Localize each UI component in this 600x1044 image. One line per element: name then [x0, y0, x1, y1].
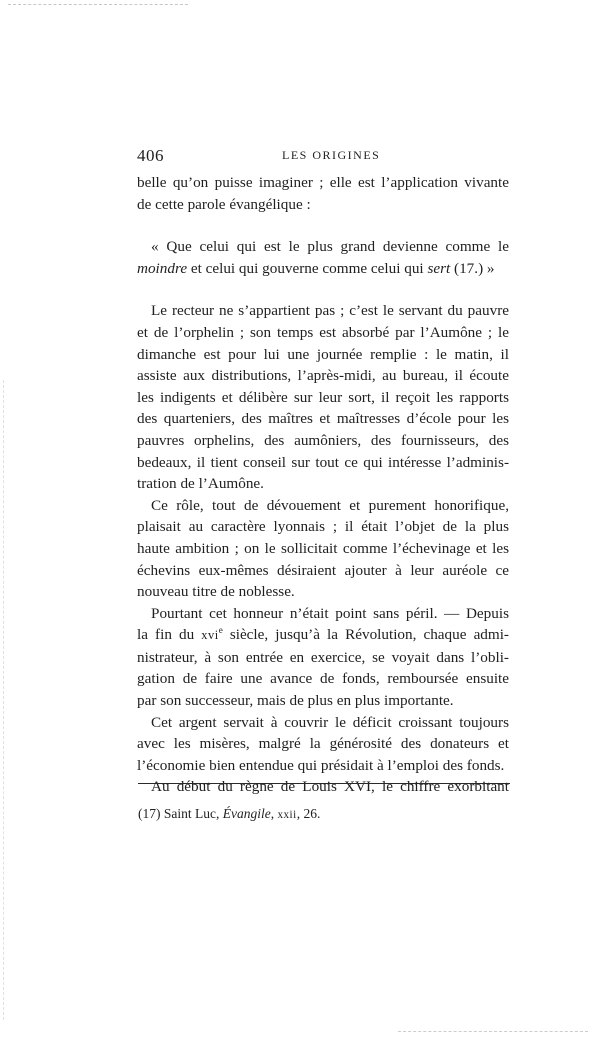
century-numeral: xvi: [201, 628, 219, 643]
text-line: assiste aux distributions, l’après-midi, au bureau, il écoute: [137, 367, 509, 385]
text-line: nistrateur, à son entrée en exercice, se voyait dans l’obli-: [137, 648, 509, 666]
text-line: échevins eux-mêmes désiraient ajouter à leur auréole ce: [137, 561, 509, 579]
text-line: dimanche est pour lui une journée remplie : le matin, il: [137, 345, 509, 363]
text-line: des quarteniers, des maîtres et maîtresses d’école pour les: [137, 410, 509, 428]
text-line: de cette parole évangélique :: [137, 195, 311, 213]
text-span: la fin du: [137, 626, 202, 644]
footnote-italic: Évangile: [222, 806, 271, 821]
footnote-divider: [138, 783, 510, 784]
footnote-text: (17) Saint Luc,: [138, 806, 223, 821]
text-line: gation de faire une avance de fonds, remboursée ensuite: [137, 670, 509, 688]
text-span: siècle, jusqu’à la Révolution, chaque admi-: [222, 626, 509, 644]
superscript: e: [218, 625, 223, 636]
text-line: Cet argent servait à couvrir le déficit croissant toujours: [151, 713, 509, 731]
paragraph-6: [137, 776, 509, 798]
paragraph-1: [137, 172, 509, 215]
paragraph-2: [137, 300, 509, 494]
text-line: belle qu’on puisse imaginer ; elle est l’application vivante: [137, 174, 509, 191]
footnote-text: ,: [270, 806, 278, 821]
footnote: [138, 805, 510, 824]
footnote-text: , 26.: [296, 806, 321, 821]
text-line: [137, 258, 509, 280]
text-line: les indigents et délibère sur leur sort, il reçoit les rapports: [137, 388, 509, 406]
text-line: par son successeur, mais de plus en plus importante.: [137, 692, 454, 710]
text-line: bedeaux, il tient conseil sur tout ce qui intéresse l’adminis-: [137, 453, 509, 471]
text-line: Pourtant cet honneur n’était point sans péril. — Depuis: [151, 604, 509, 622]
text-line: haute ambition ; on le sollicitait comme l’échevinage et les: [137, 539, 509, 557]
text-line: pauvres orphelins, des aumôniers, des fournisseurs, des: [137, 431, 509, 449]
footnote-reference: (17.) »: [450, 259, 495, 277]
italic-word: sert: [427, 259, 451, 277]
paragraph-5: [137, 712, 509, 777]
text-line: plaisait au caractère lyonnais ; il était l’objet de la plus: [137, 518, 509, 536]
text-line: l’économie bien entendue qui présidait à l’emploi des fonds.: [137, 756, 505, 774]
page-number: 406: [137, 146, 164, 165]
paragraph-3: [137, 495, 509, 603]
text-line: tration de l’Aumône.: [137, 475, 264, 493]
text-line: « Que celui qui est le plus grand devienne comme le: [151, 238, 509, 256]
chapter-numeral: xxii: [277, 809, 297, 821]
scan-artifact-top: [8, 4, 188, 5]
text-line: Ce rôle, tout de dévouement et purement honorifique,: [151, 496, 509, 514]
text-span: et celui qui gouverne comme celui qui: [187, 259, 428, 277]
italic-word: moindre: [137, 259, 188, 277]
text-line: avec les misères, malgré la générosité des donateurs et: [137, 735, 509, 753]
text-line: Au début du règne de Louis XVI, le chiffre exorbitant: [151, 778, 509, 796]
text-line: nouveau titre de noblesse.: [137, 583, 295, 601]
scan-artifact-bottom: [398, 1031, 588, 1032]
text-line: et de l’orphelin ; son temps est absorbé par l’Aumône ; le: [137, 323, 509, 341]
scan-artifact-left: [3, 380, 4, 1020]
paragraph-4: [137, 603, 509, 712]
bible-quotation: [137, 236, 509, 279]
body-text: [137, 172, 509, 798]
page-header: [137, 146, 509, 168]
text-line: [137, 624, 509, 647]
text-line: Le recteur ne s’appartient pas ; c’est le servant du pauvre: [151, 302, 509, 320]
running-head: LES ORIGINES: [282, 148, 381, 162]
